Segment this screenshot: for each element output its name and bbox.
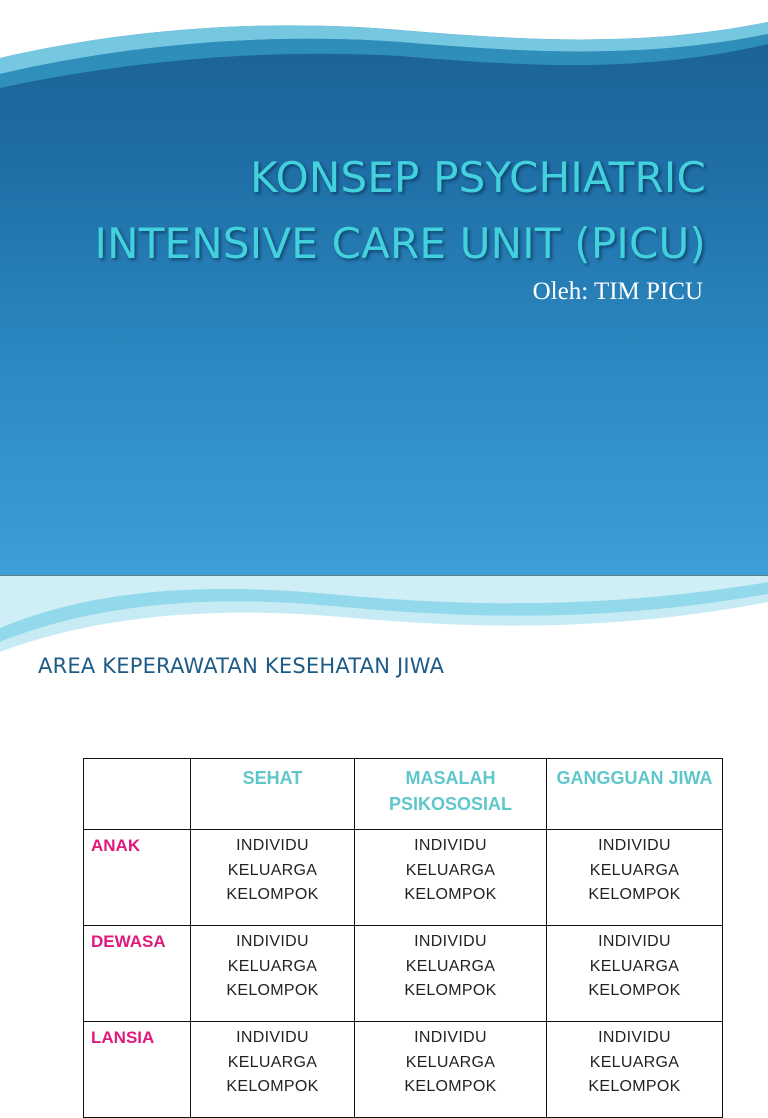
cell-item: INDIVIDU — [598, 933, 671, 950]
table-row — [84, 1022, 723, 1118]
cell-item: KELUARGA — [589, 957, 680, 975]
table-cell — [191, 926, 355, 1022]
cell-item: KELOMPOK — [226, 1078, 319, 1095]
cell-item: INDIVIDU — [414, 933, 487, 950]
table-cell — [547, 1022, 723, 1118]
cell-item: KELUARGA — [227, 1053, 318, 1071]
cell-item: KELOMPOK — [404, 982, 497, 999]
cell-item: KELOMPOK — [404, 1078, 497, 1095]
cell-item: KELOMPOK — [588, 886, 681, 903]
table-header-row — [84, 759, 723, 830]
cell-item: KELUARGA — [405, 1053, 496, 1071]
cell-item: INDIVIDU — [236, 933, 309, 950]
table-cell — [547, 830, 723, 926]
cell-item: INDIVIDU — [414, 837, 487, 854]
slide-subtitle: Oleh: TIM PICU — [532, 278, 703, 305]
header-cell-sehat: SEHAT — [191, 759, 355, 830]
cell-item: INDIVIDU — [236, 837, 309, 854]
table-cell — [355, 1022, 547, 1118]
cell-item: INDIVIDU — [236, 1029, 309, 1046]
table-row — [84, 926, 723, 1022]
cell-item: INDIVIDU — [598, 1029, 671, 1046]
content-slide — [0, 576, 768, 1095]
table-cell — [355, 926, 547, 1022]
row-label-anak: ANAK — [84, 830, 191, 926]
cell-item: KELOMPOK — [226, 886, 319, 903]
row-label-dewasa: DEWASA — [84, 926, 191, 1022]
table-cell — [355, 830, 547, 926]
table-row — [84, 830, 723, 926]
cell-item: KELUARGA — [589, 861, 680, 879]
slide-heading: AREA KEPERAWATAN KESEHATAN JIWA — [38, 654, 445, 678]
header-cell-masalah-psikososial: MASALAH PSIKOSOSIAL — [355, 759, 547, 830]
header-cell-gangguan-jiwa: GANGGUAN JIWA — [547, 759, 723, 830]
cell-item: INDIVIDU — [414, 1029, 487, 1046]
table-cell — [191, 1022, 355, 1118]
cell-item: KELOMPOK — [588, 982, 681, 999]
cell-item: KELUARGA — [405, 861, 496, 879]
cell-item: KELUARGA — [405, 957, 496, 975]
cell-item: KELOMPOK — [404, 886, 497, 903]
row-label-lansia: LANSIA — [84, 1022, 191, 1118]
decorative-waves — [0, 576, 768, 666]
decorative-waves — [0, 0, 768, 100]
cell-item: KELUARGA — [227, 957, 318, 975]
cell-item: INDIVIDU — [598, 837, 671, 854]
title-line-1: KONSEP PSYCHIATRIC — [250, 153, 706, 202]
cell-item: KELOMPOK — [588, 1078, 681, 1095]
cell-item: KELUARGA — [227, 861, 318, 879]
header-empty-cell — [84, 759, 191, 830]
table-cell — [191, 830, 355, 926]
cell-item: KELUARGA — [589, 1053, 680, 1071]
care-area-table — [83, 758, 723, 1118]
table-cell — [547, 926, 723, 1022]
slide-title — [40, 145, 706, 277]
cell-item: KELOMPOK — [226, 982, 319, 999]
title-line-2: INTENSIVE CARE UNIT (PICU) — [94, 219, 706, 268]
